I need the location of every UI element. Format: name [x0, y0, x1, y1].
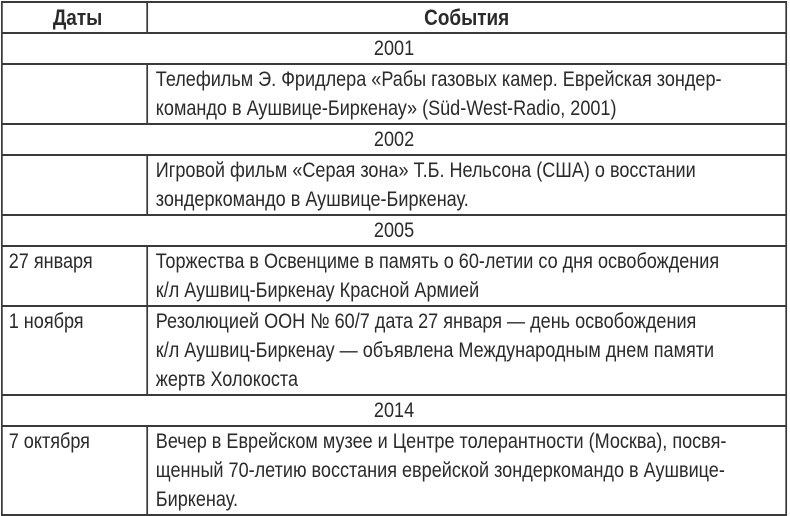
date-cell — [2, 64, 147, 124]
year-row-2002 — [2, 124, 786, 155]
event-line: к/л Аушвиц-Биркенау Красной Армией — [155, 279, 480, 302]
year-row-2014 — [2, 395, 786, 426]
event-cell — [147, 306, 786, 395]
event-line: щенный 70-летию восстания еврейской зондеркомандо в Аушвице- — [155, 459, 725, 482]
year-row-2005 — [2, 215, 786, 246]
table-row — [2, 64, 786, 124]
header-row — [2, 2, 786, 33]
event-line: Торжества в Освенциме в память о 60-летии со дня освобождения — [155, 250, 720, 273]
event-cell — [147, 246, 786, 306]
date-cell: 7 октября — [2, 426, 147, 515]
date-cell: 1 ноября — [2, 306, 147, 395]
event-cell — [147, 155, 786, 215]
event-line: жертв Холокоста — [155, 368, 299, 391]
year-label: 2001 — [2, 33, 786, 64]
event-line: Биркенау. — [155, 488, 238, 511]
table-row — [2, 306, 786, 395]
header-events: События — [147, 2, 786, 33]
year-row-2001 — [2, 33, 786, 64]
date-cell: 27 января — [2, 246, 147, 306]
header-dates: Даты — [2, 2, 147, 33]
event-line: командо в Аушвице-Биркенау» (Süd-West-Radio, 2001) — [155, 97, 617, 120]
event-line: Игровой фильм «Серая зона» Т.Б. Нельсона (США) о восстании — [155, 159, 696, 182]
event-line: Резолюцией ООН № 60/7 дата 27 января — день освобождения — [155, 310, 697, 333]
events-table — [1, 1, 787, 516]
year-label: 2005 — [2, 215, 786, 246]
event-cell — [147, 64, 786, 124]
event-line: Вечер в Еврейском музее и Центре толерантности (Москва), посвя- — [155, 430, 727, 453]
date-cell — [2, 155, 147, 215]
event-cell — [147, 426, 786, 515]
event-line: к/л Аушвиц-Биркенау — объявлена Международным днем памяти — [155, 339, 715, 362]
event-line: Телефильм Э. Фридлера «Рабы газовых камер. Еврейская зондер- — [155, 68, 722, 91]
table-row — [2, 246, 786, 306]
table-row — [2, 426, 786, 515]
table-row — [2, 155, 786, 215]
year-label: 2014 — [2, 395, 786, 426]
year-label: 2002 — [2, 124, 786, 155]
event-line: зондеркомандо в Аушвице-Биркенау. — [155, 188, 469, 211]
